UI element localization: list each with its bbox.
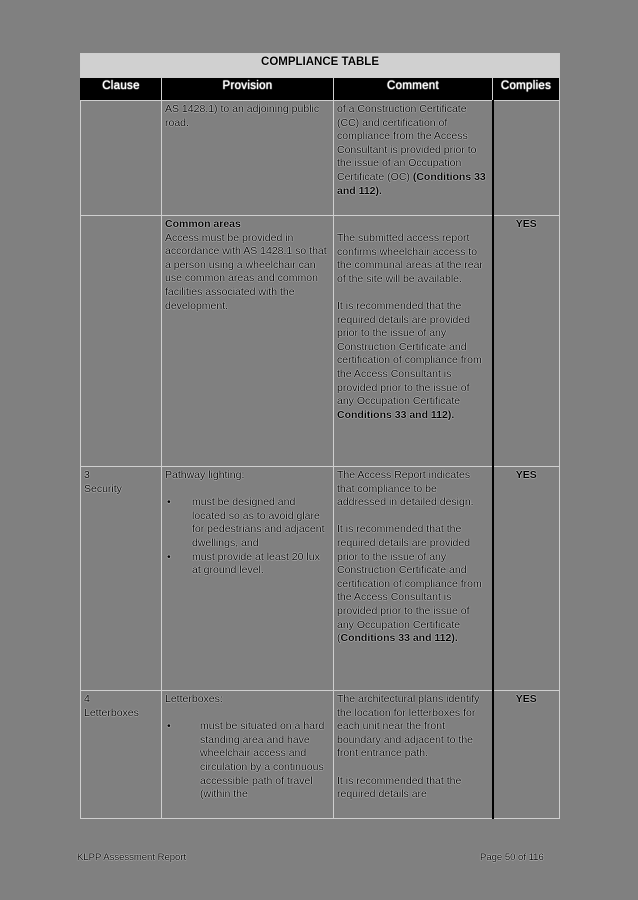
- column-header-clause: Clause: [81, 78, 162, 101]
- provision-text: Access must be provided in accordance with AS 1428.1 so that a person using a wheelchair can use common areas and common facilities associated with the development.: [165, 231, 327, 312]
- clause-cell: [81, 467, 162, 691]
- table-row: [81, 101, 560, 216]
- comment-cell: [334, 216, 493, 467]
- provision-bullet: • must provide at least 20 lux at ground level.: [165, 551, 330, 578]
- table-row: [81, 467, 560, 691]
- provision-text: AS 1428.1) to an adjoining public road.: [165, 103, 320, 129]
- column-header-comment: Comment: [334, 78, 493, 101]
- comment-paragraph: The submitted access report confirms wheelchair access to the communal areas at the rear of the site will be available.: [337, 232, 483, 285]
- comment-cell: [334, 467, 493, 691]
- comment-paragraph: of a Construction Certificate (CC) and certification of compliance from the Access Consultant is provided prior to the issue of an Occupation Certificate (OC) (Conditions 33 and 112).: [337, 103, 486, 197]
- provision-heading: Letterboxes:: [165, 693, 223, 705]
- complies-cell: YES: [493, 691, 560, 819]
- provision-bullet-list: [165, 720, 330, 802]
- comment-paragraph: It is recommended that the required details are: [337, 774, 462, 801]
- table-row: [81, 216, 560, 467]
- clause-cell: [81, 101, 162, 216]
- provision-cell: [162, 101, 334, 216]
- footer-report-name: KLPP Assessment Report: [77, 852, 187, 863]
- table-row: [81, 691, 560, 819]
- provision-cell: [162, 216, 334, 467]
- table-title: COMPLIANCE TABLE: [81, 54, 560, 78]
- provision-heading: Common areas: [165, 218, 241, 230]
- clause-number: 3: [84, 469, 90, 481]
- provision-cell: [162, 691, 334, 819]
- clause-cell: [81, 216, 162, 467]
- clause-cell: [81, 691, 162, 819]
- comment-paragraph: It is recommended that the required details are provided prior to the issue of any Construction Certificate and certification of compliance from the Access Consultant is provided prior to the issue of any Occupation Certificate (Conditions 33 and 112).: [337, 523, 482, 645]
- clause-number: 4: [84, 693, 90, 705]
- compliance-table: [80, 53, 560, 819]
- comment-cell: [334, 101, 493, 216]
- complies-cell: YES: [493, 216, 560, 467]
- comment-cell: [334, 691, 493, 819]
- comment-paragraph: The architectural plans identify the location for letterboxes for each unit near the front boundary and adjacent to the front entrance path.: [337, 693, 480, 760]
- provision-bullet: • must be designed and located so as to avoid glare for pedestrians and adjacent dwellings, and: [165, 496, 330, 550]
- provision-bullet: • must be situated on a hard standing area and have wheelchair access and circulation by a continuous accessible path of travel (within the: [165, 720, 330, 802]
- column-header-complies: Complies: [493, 78, 560, 101]
- footer-page-number: Page 50 of 116: [480, 852, 544, 863]
- complies-cell: [493, 101, 560, 216]
- provision-bullet-list: [165, 496, 330, 578]
- provision-heading: Pathway lighting:: [165, 469, 245, 481]
- comment-paragraph: It is recommended that the required details are provided prior to the issue of any Construction Certificate and certification of compliance from the Access Consultant is provided prior to the issue of any Occupation Certificate Conditions 33 and 112).: [337, 299, 482, 421]
- clause-name: Security: [84, 482, 122, 495]
- column-header-provision: Provision: [162, 78, 334, 101]
- complies-cell: YES: [493, 467, 560, 691]
- comment-paragraph: The Access Report indicates that compliance to be addressed in detailed design.: [337, 469, 474, 509]
- clause-name: Letterboxes: [84, 706, 139, 719]
- provision-cell: [162, 467, 334, 691]
